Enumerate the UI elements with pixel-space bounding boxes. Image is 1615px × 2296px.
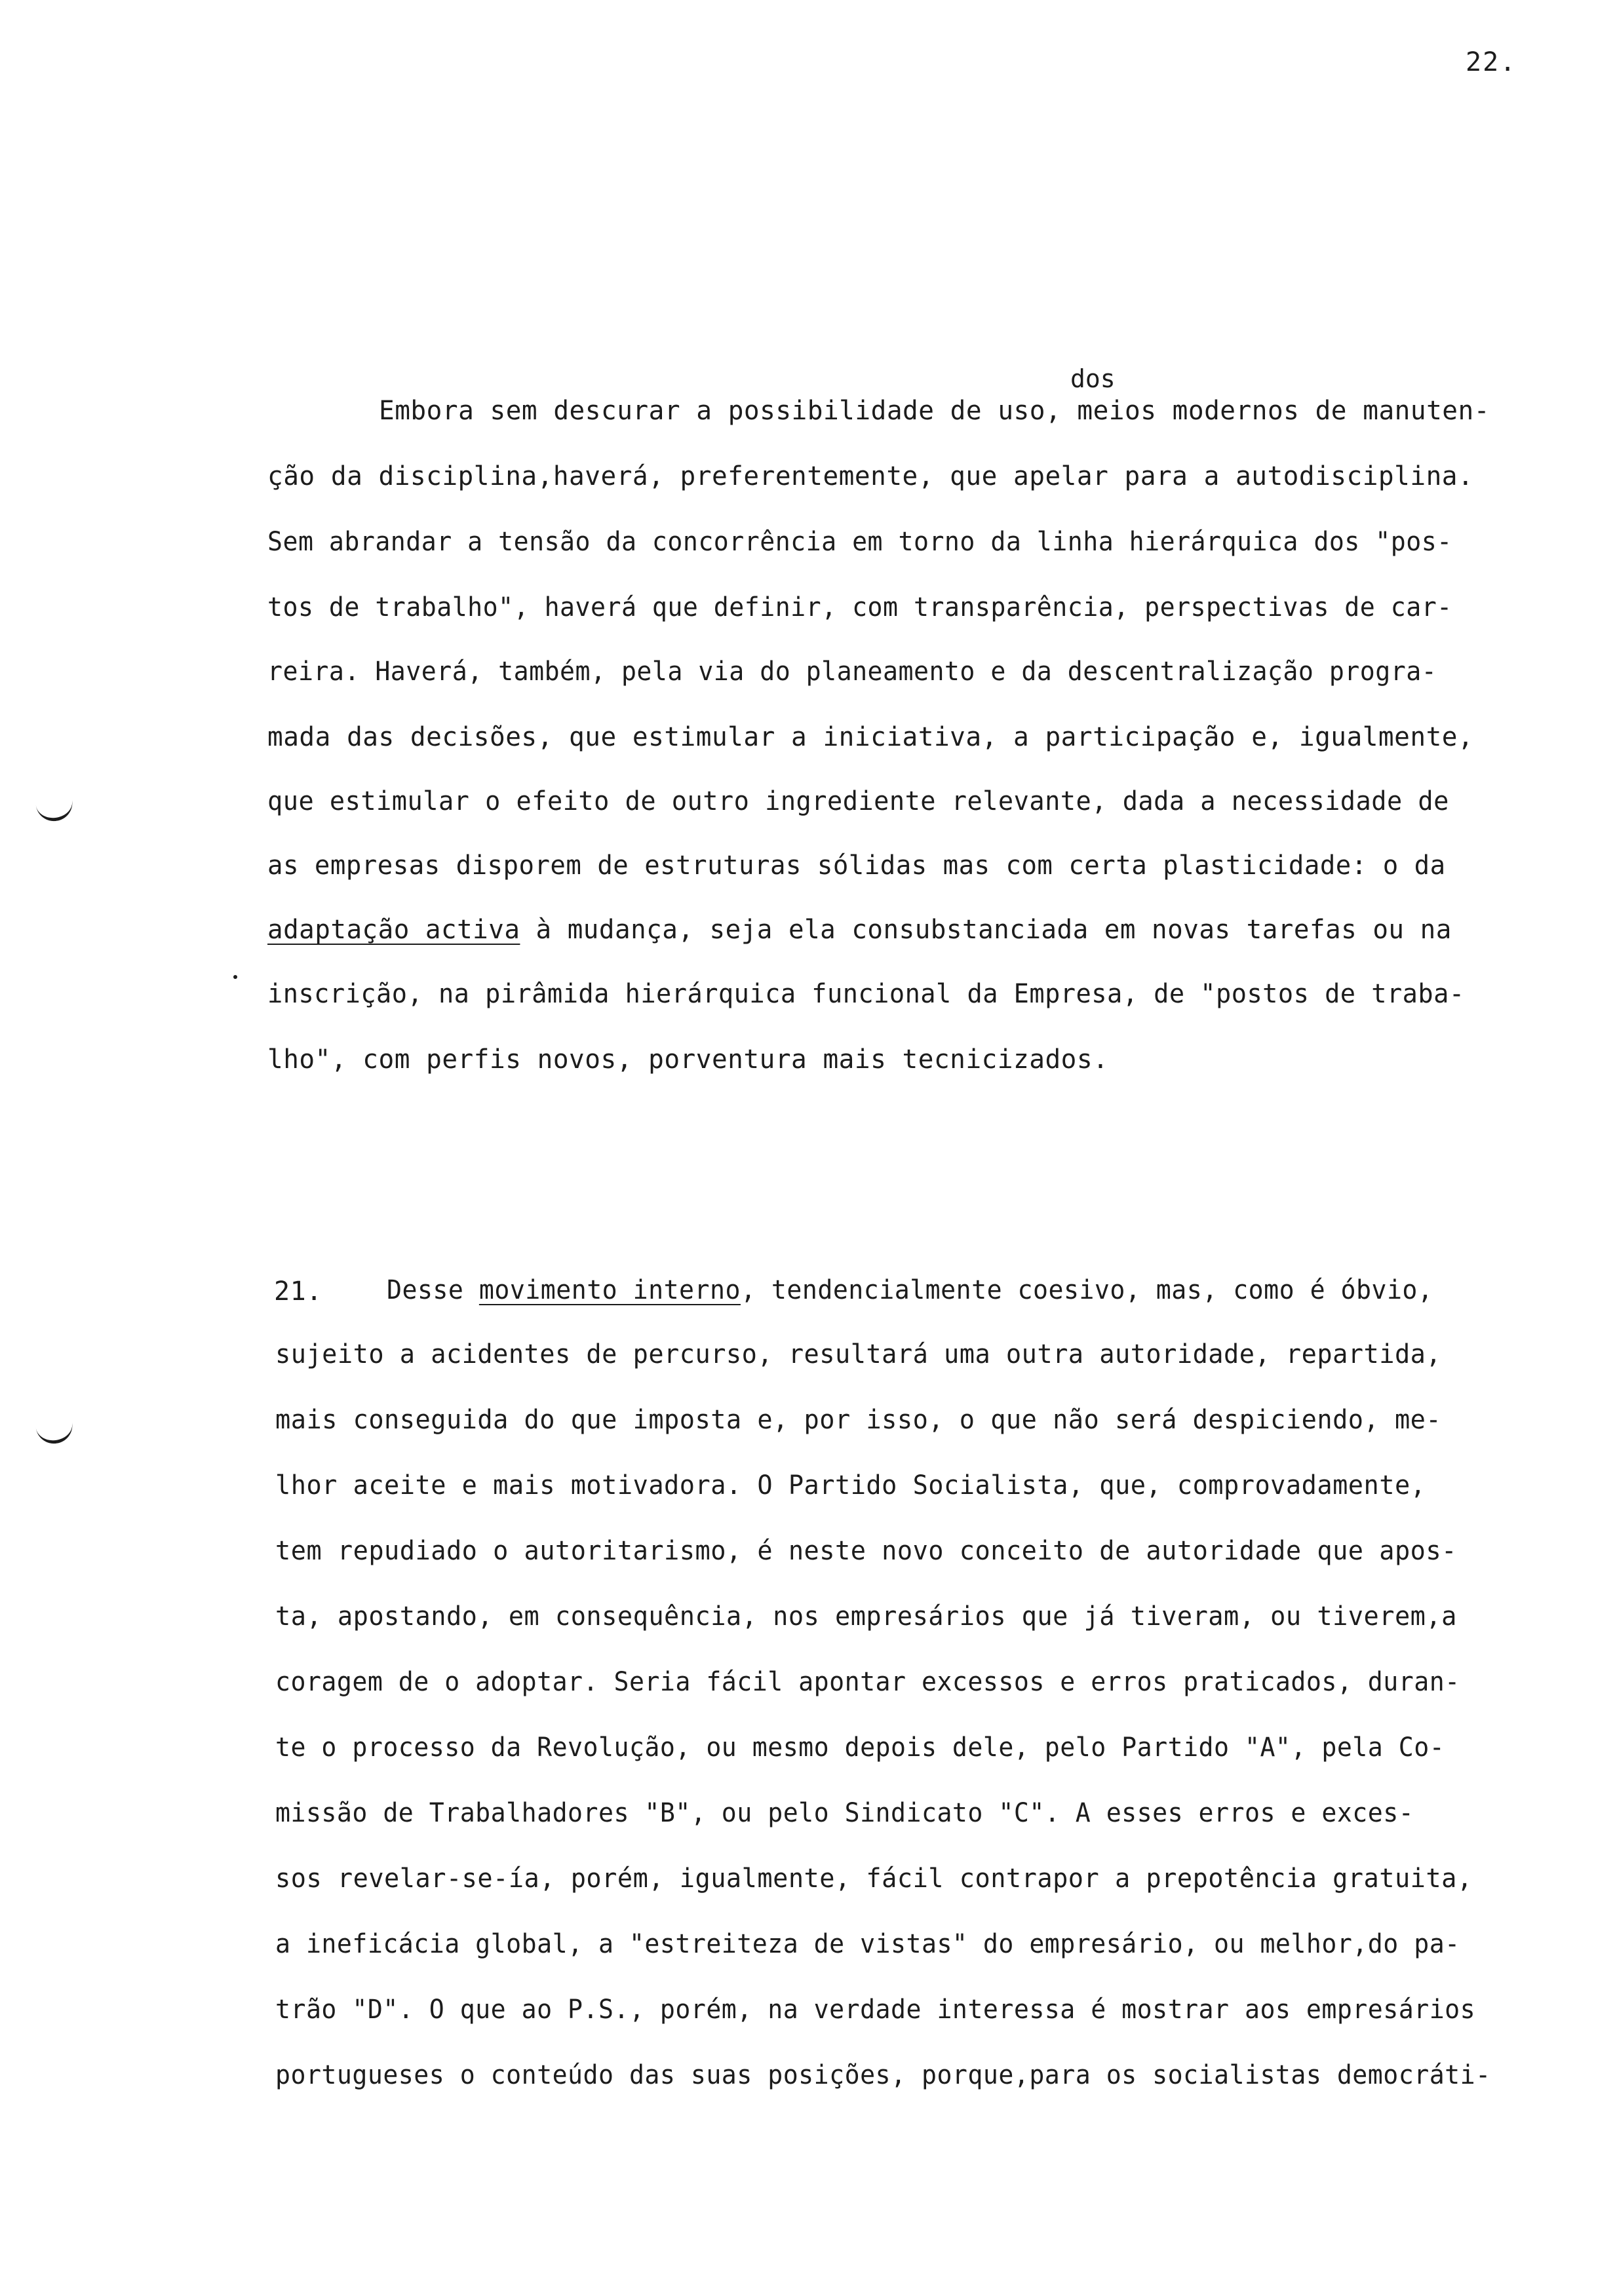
section-number: 21. [274, 1276, 322, 1307]
paragraph-line: sujeito a acidentes de percurso, resultará uma outra autoridade, repartida, [275, 1339, 1442, 1369]
line-text: Desse [387, 1275, 479, 1305]
handwritten-insertion: dos [1070, 364, 1116, 393]
paragraph-line: inscrição, na pirâmida hierárquica funcional da Empresa, de "postos de traba- [267, 979, 1465, 1009]
paragraph-line [387, 1275, 1433, 1305]
paragraph-line: Sem abrandar a tensão da concorrência em torno da linha hierárquica dos "pos- [267, 527, 1452, 557]
page-number: 22. [1466, 47, 1517, 77]
line-text: , tendencialmente coesivo, mas, como é óbvio, [740, 1275, 1433, 1305]
paragraph-line: lhor aceite e mais motivadora. O Partido Socialista, que, comprovadamente, [275, 1470, 1426, 1501]
paragraph-line: lho", com perfis novos, porventura mais tecnicizados. [267, 1044, 1109, 1075]
paragraph-line: mais conseguida do que imposta e, por isso, o que não será despiciendo, me- [275, 1405, 1442, 1435]
underlined-phrase: movimento interno [478, 1275, 741, 1305]
paragraph-line: ta, apostando, em consequência, nos empresários que já tiveram, ou tiverem,a [275, 1601, 1457, 1632]
paragraph-line: reira. Haverá, também, pela via do planeamento e da descentralização progra- [267, 657, 1437, 687]
paragraph-line: mada das decisões, que estimular a iniciativa, a participação e, igualmente, [267, 722, 1474, 752]
paragraph-line: coragem de o adoptar. Seria fácil apontar excessos e erros praticados, duran- [275, 1667, 1460, 1697]
paragraph-line: a ineficácia global, a "estreiteza de vistas" do empresário, ou melhor,do pa- [275, 1929, 1460, 1959]
paragraph-line: tos de trabalho", haverá que definir, com transparência, perspectivas de car- [267, 592, 1452, 622]
paragraph-line: sos revelar-se-ía, porém, igualmente, fácil contrapor a prepotência gratuita, [275, 1864, 1473, 1894]
margin-mark [35, 1419, 75, 1445]
paragraph-line: missão de Trabalhadores "B", ou pelo Sindicato "C". A esses erros e exces- [275, 1798, 1414, 1828]
paragraph-line: te o processo da Revolução, ou mesmo depois dele, pelo Partido "A", pela Co- [275, 1732, 1445, 1763]
paragraph-line: trão "D". O que ao P.S., porém, na verdade interessa é mostrar aos empresários [275, 1995, 1476, 2025]
margin-dot [233, 975, 237, 979]
paragraph-line: ção da disciplina,haverá, preferentemente, que apelar para a autodisciplina. [267, 461, 1474, 491]
line-text: à mudança, seja ela consubstanciada em novas tarefas ou na [520, 915, 1452, 945]
margin-mark [35, 797, 75, 823]
paragraph-line: que estimular o efeito de outro ingrediente relevante, dada a necessidade de [267, 786, 1449, 816]
paragraph-line: portugueses o conteúdo das suas posições, porque,para os socialistas democráti- [275, 2060, 1491, 2090]
paragraph-line [267, 915, 1452, 945]
paragraph-line: as empresas disporem de estruturas sólidas mas com certa plasticidade: o da [267, 851, 1446, 881]
underlined-phrase: adaptação activa [267, 915, 520, 945]
paragraph-line: Embora sem descurar a possibilidade de uso, meios modernos de manuten- [379, 396, 1490, 426]
paragraph-line: tem repudiado o autoritarismo, é neste novo conceito de autoridade que apos- [275, 1536, 1457, 1566]
